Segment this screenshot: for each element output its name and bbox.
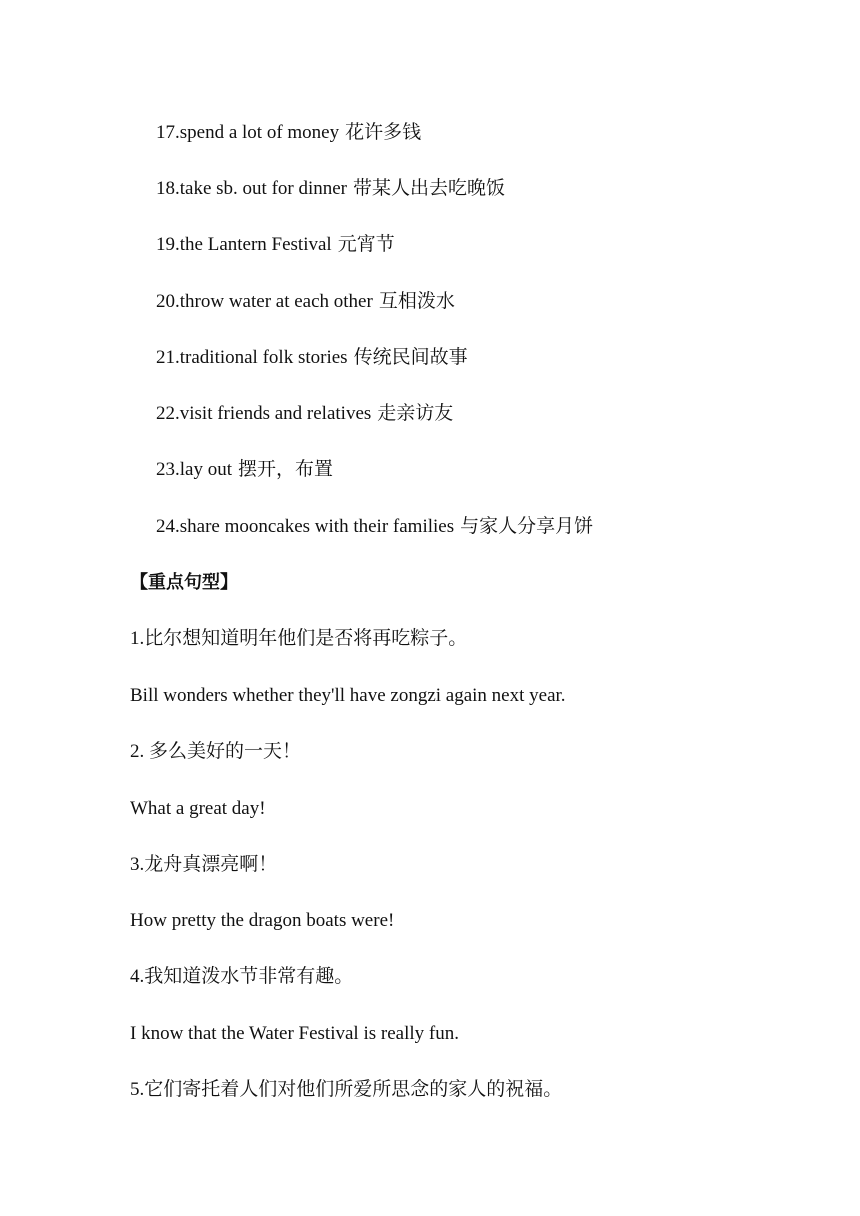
phrase-number: 23. [156, 459, 180, 480]
phrase-english: share mooncakes with their families [179, 516, 455, 537]
phrase-chinese: 元宵节 [337, 234, 395, 255]
sentence-5-chinese: 5.它们寄托着人们对他们所爱所思念的家人的祝福。 [130, 1079, 563, 1100]
phrase-item-24 [156, 515, 593, 539]
phrase-english: visit friends and relatives [179, 403, 372, 424]
phrase-number: 22. [156, 403, 180, 424]
phrase-chinese: 花许多钱 [345, 122, 422, 143]
phrase-english: lay out [179, 459, 232, 480]
phrase-item-17 [156, 121, 421, 145]
phrase-english: throw water at each other [179, 291, 373, 312]
phrase-english: traditional folk stories [179, 347, 348, 368]
phrase-item-23 [156, 458, 333, 482]
phrase-chinese: 与家人分享月饼 [460, 516, 594, 537]
phrase-english: the Lantern Festival [179, 234, 332, 255]
phrase-number: 21. [156, 347, 180, 368]
sentence-1-english: Bill wonders whether they'll have zongzi again next year. [130, 685, 566, 706]
sentence-4-chinese: 4.我知道泼水节非常有趣。 [130, 966, 354, 987]
phrase-chinese: 走亲访友 [377, 403, 454, 424]
sentence-3-english: How pretty the dragon boats were! [130, 910, 395, 931]
phrase-number: 19. [156, 234, 180, 255]
sentence-1-chinese: 1.比尔想知道明年他们是否将再吃粽子。 [130, 628, 468, 649]
phrase-number: 17. [156, 122, 180, 143]
section-heading: 【重点句型】 [130, 572, 238, 593]
phrase-item-21 [156, 346, 468, 370]
phrase-number: 24. [156, 516, 180, 537]
sentence-2-english: What a great day! [130, 798, 266, 819]
phrase-item-22 [156, 402, 453, 426]
sentence-4-english: I know that the Water Festival is really fun. [130, 1023, 459, 1044]
phrase-chinese: 摆开，布置 [238, 459, 334, 480]
phrase-chinese: 带某人出去吃晚饭 [353, 178, 506, 199]
phrase-item-20 [156, 290, 455, 314]
sentence-3-chinese: 3.龙舟真漂亮啊！ [130, 854, 278, 875]
phrase-english: take sb. out for dinner [179, 178, 348, 199]
phrase-english: spend a lot of money [179, 122, 340, 143]
phrase-number: 18. [156, 178, 180, 199]
sentence-2-chinese: 2. 多么美好的一天！ [130, 741, 302, 762]
phrase-chinese: 传统民间故事 [353, 347, 468, 368]
phrase-chinese: 互相泼水 [378, 291, 455, 312]
phrase-item-19 [156, 233, 395, 257]
phrase-number: 20. [156, 291, 180, 312]
phrase-item-18 [156, 177, 505, 201]
